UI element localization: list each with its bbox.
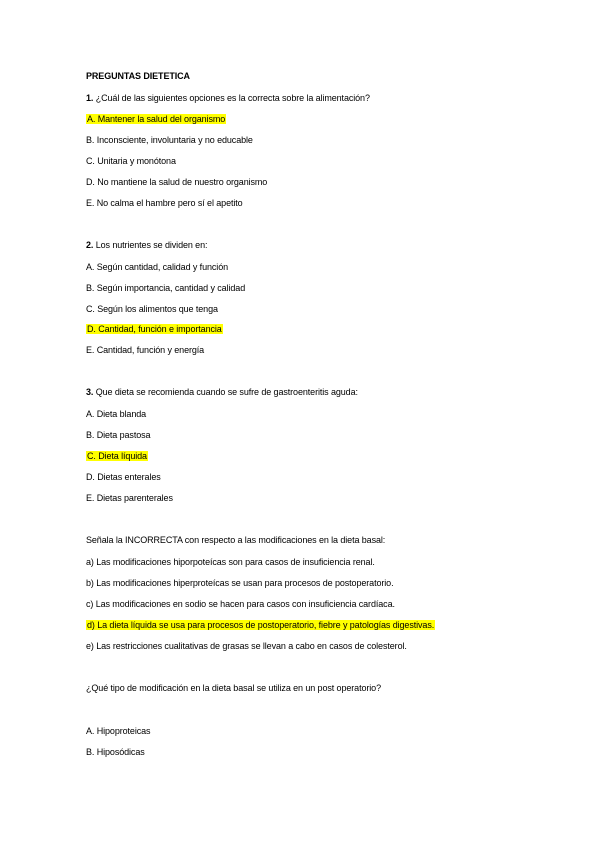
- answer-option: E. No calma el hambre pero sí el apetito: [86, 198, 243, 208]
- answer-option: A. Hipoproteicas: [86, 726, 151, 736]
- option-text: A. Mantener la salud del organismo: [87, 114, 226, 124]
- answer-option: E. Dietas parenterales: [86, 493, 173, 503]
- answer-option-correct: [86, 620, 435, 631]
- answer-option: C. Según los alimentos que tenga: [86, 304, 218, 314]
- option-text: D. Cantidad, función e importancia: [87, 324, 222, 334]
- question-4: Señala la INCORRECTA con respecto a las modificaciones en la dieta basal:: [86, 535, 386, 545]
- answer-option: A. Dieta blanda: [86, 409, 147, 419]
- option-text: C. Dieta líquida: [87, 451, 147, 461]
- option-text: d) La dieta líquida se usa para procesos de postoperatorio, fiebre y patologías digestivas.: [87, 620, 435, 630]
- answer-option: D. No mantiene la salud de nuestro organismo: [86, 177, 268, 187]
- answer-option: B. Según importancia, cantidad y calidad: [86, 283, 246, 293]
- answer-option: B. Dieta pastosa: [86, 430, 151, 440]
- answer-option-correct: [86, 451, 148, 462]
- answer-option: C. Unitaria y monótona: [86, 156, 176, 166]
- answer-option: c) Las modificaciones en sodio se hacen para casos con insuficiencia cardíaca.: [86, 599, 395, 609]
- answer-option: b) Las modificaciones hiperproteícas se usan para procesos de postoperatorio.: [86, 578, 394, 588]
- answer-option-correct: [86, 324, 223, 335]
- question-text: Que dieta se recomienda cuando se sufre de gastroenteritis aguda:: [95, 387, 358, 397]
- question-text: Los nutrientes se dividen en:: [95, 240, 208, 250]
- answer-option: E. Cantidad, función y energía: [86, 345, 205, 355]
- answer-option-correct: [86, 114, 226, 125]
- question-number: 1.: [86, 93, 94, 103]
- answer-option: A. Según cantidad, calidad y función: [86, 262, 228, 272]
- question-3: [86, 387, 358, 398]
- question-number: 2.: [86, 240, 94, 250]
- question-2: [86, 240, 207, 251]
- answer-option: e) Las restricciones cualitativas de grasas se llevan a cabo en casos de colesterol.: [86, 641, 407, 651]
- question-text: ¿Cuál de las siguientes opciones es la correcta sobre la alimentación?: [95, 93, 370, 103]
- answer-option: B. Hiposódicas: [86, 747, 145, 757]
- answer-option: D. Dietas enterales: [86, 472, 161, 482]
- question-5: ¿Qué tipo de modificación en la dieta basal se utiliza en un post operatorio?: [86, 683, 381, 693]
- answer-option: a) Las modificaciones hiporpoteícas son para casos de insuficiencia renal.: [86, 557, 375, 567]
- answer-option: B. Inconsciente, involuntaria y no educable: [86, 135, 253, 145]
- question-number: 3.: [86, 387, 94, 397]
- document-title: PREGUNTAS DIETETICA: [86, 71, 190, 81]
- question-1: [86, 93, 370, 104]
